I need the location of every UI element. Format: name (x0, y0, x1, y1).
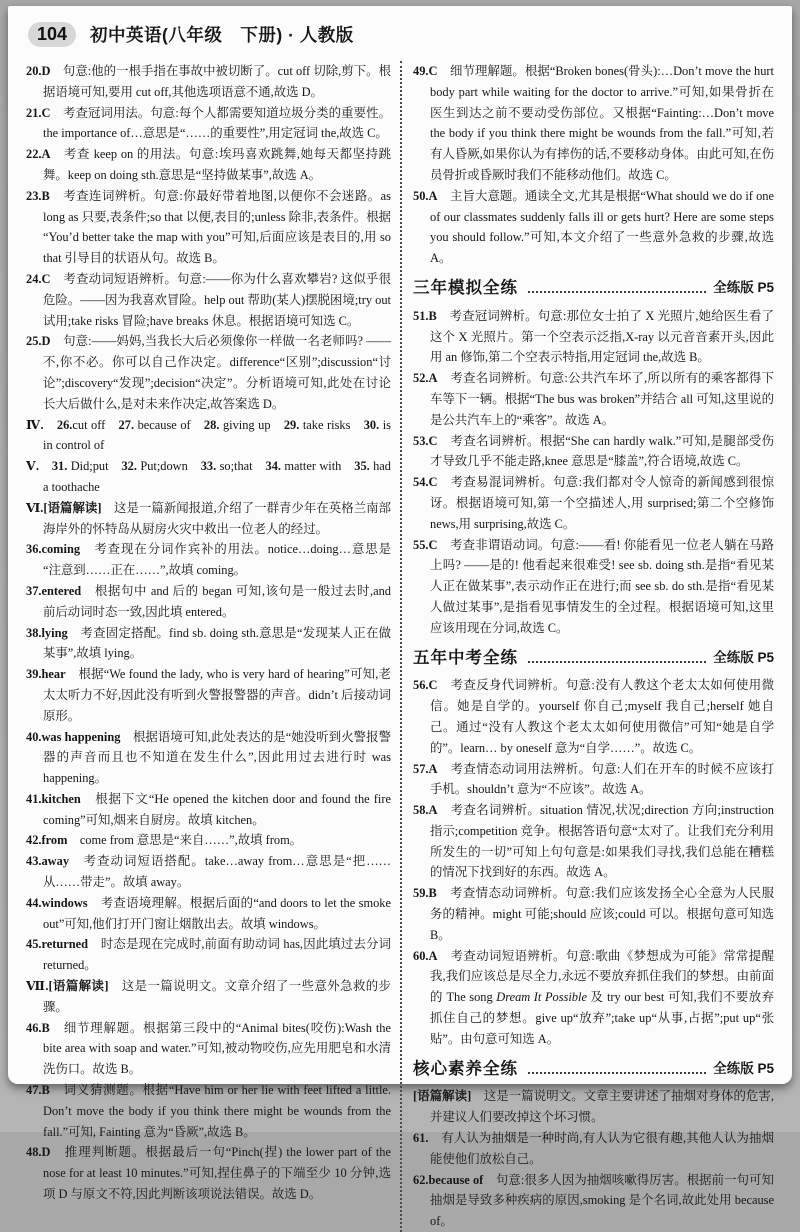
answer-item (413, 61, 774, 186)
answer-item-text: 句意:他的一根手指在事故中被切断了。cut off 切除,剪下。根据语境可知,要用 cut off,其他选项语意不通,故选 D。 (43, 64, 391, 99)
answer-item (26, 581, 391, 623)
answer-item-label: 58.A (413, 803, 438, 818)
answer-item (26, 186, 391, 269)
answer-item (413, 759, 774, 801)
answer-item-label: 24.C (26, 271, 51, 286)
answer-item (26, 498, 391, 540)
answer-item (26, 830, 391, 851)
answer-item (26, 623, 391, 665)
answer-item (26, 331, 391, 414)
two-column-layout (26, 61, 774, 1232)
answer-item (26, 934, 391, 976)
page-number-badge: 104 (28, 22, 76, 47)
textbook-answer-page (8, 6, 792, 1229)
answer-item-label: 43.away (26, 854, 70, 869)
answer-item-label: 48.D (26, 1145, 51, 1160)
answer-item-text: 考查名词辨析。句意:公共汽车坏了,所以所有的乘客都得下车等下一辆。根据“The bus was broken”并结合 all 可知,这里说的是公共汽车上的“乘客”。故选 A。 (430, 371, 774, 427)
answer-item-label: Ⅴ. (26, 459, 39, 474)
answer-item-label: 40.was happening (26, 729, 121, 744)
answer-item (413, 472, 774, 534)
answer-item-text: 这是一篇新闻报道,介绍了一群青少年在英格兰南部海岸外的怀特岛从厨房火灾中救出一位老人的经过。 (43, 500, 391, 536)
answer-item-text: 这是一篇说明文。文章介绍了一些意外急救的步骤。 (43, 979, 392, 1014)
answer-item-label: 44.windows (26, 895, 88, 910)
answer-item (26, 789, 391, 831)
answer-item-label: 38.lying (26, 625, 68, 640)
answer-item-label: 51.B (413, 308, 437, 323)
answer-item-label: 59.B (413, 886, 437, 901)
answer-item (413, 800, 774, 883)
answer-item (26, 976, 391, 1018)
answer-item-label: 46.B (26, 1020, 50, 1035)
section-title: 三年模拟全练 (413, 278, 518, 297)
answer-item (26, 1080, 391, 1142)
answer-item-text: 考查名词辨析。根据“She can hardly walk.”可知,是腿部受伤才导致几乎不能走路,knee 意思是“膝盖”,符合语境,故选 C。 (430, 433, 774, 469)
answer-item (26, 1142, 391, 1204)
section-heading (413, 1059, 774, 1080)
answer-item-text: 考查固定搭配。find sb. doing sth.意思是“发现某人正在做某事”,故填 lying。 (43, 625, 391, 661)
answer-item-text: 考查冠词辨析。句意:那位女士拍了 X 光照片,她给医生看了这个 X 光照片。第一个空表示泛指,X-ray 以元音音素开头,因此用 an 修饰,第二个空表示特指,用定冠词 the,故选 B。 (430, 308, 775, 365)
column-right (400, 61, 774, 1232)
answer-item-label: 22.A (26, 147, 51, 162)
answer-item (26, 727, 391, 789)
answer-item-text: 根据“We found the lady, who is very hard of hearing”可知,老太太听力不好,因此没有听到火警报警器的声音。didn’t 后接动词原形。 (43, 667, 391, 723)
answer-item-text: 考查情态动词用法辨析。句意:人们在开车的时候不应该打手机。shouldn’t 意为“不应该”。故选 A。 (430, 761, 774, 797)
answer-item-text: 句意:——妈妈,当我长大后必须像你一样做一名老师吗? ——不,你不必。你可以自己作决定。difference“区别”;discussion“讨论”;discovery“发现”;decision“决定”。分析语境可知,此处在讨论长大后做什么,是对未来作决定,故答案选 D。 (43, 334, 392, 411)
answer-item (413, 431, 774, 473)
answer-item-text: 根据下文“He opened the kitchen door and found the fire coming”可知,烟来自厨房。故填 kitchen。 (43, 791, 392, 827)
answer-item-text: 考查情态动词辨析。句意:我们应该发扬全心全意为人民服务的精神。might 可能;should 应该;could 可以。根据句意可知选 B。 (430, 886, 775, 942)
answer-item (413, 883, 774, 945)
answer-item (413, 306, 774, 368)
answer-item-label: 47.B (26, 1083, 50, 1098)
section-page-ref: 全练版 P5 (713, 279, 774, 295)
answer-item-label: 56.C (413, 678, 438, 693)
answer-item-text: 考查动词短语辨析。句意:——你为什么喜欢攀岩? 这似乎很危险。——因为我喜欢冒险。help out 帮助(某人)摆脱困境;try out 试用;take risks 冒险;have breaks 休息。根据语境可知选 C。 (43, 271, 392, 328)
answer-item (26, 144, 391, 186)
answer-item (413, 186, 774, 269)
answer-item-text: 根据语境可知,此处表达的是“她没听到火警报警器的声音而且也不知道在发生什么”,因此用过去进行时 was happening。 (43, 729, 391, 786)
answer-item-label: 54.C (413, 475, 438, 490)
section-page-ref: 全练版 P5 (713, 1060, 774, 1076)
page-header (28, 22, 774, 47)
answer-item (413, 535, 774, 639)
answer-item-label: 61. (413, 1131, 429, 1146)
answer-item-label: 55.C (413, 537, 438, 552)
answer-item (26, 664, 391, 726)
answer-item-text: 主旨大意题。通读全文,尤其是根据“What should we do if one of our classmates suddenly falls ill or gets hurt? Here are some steps you should follow.”可知,本文介绍了一些意外急救的步骤,故选 A。 (430, 188, 775, 266)
answer-item-label: 45.returned (26, 937, 89, 952)
answer-item (413, 1170, 774, 1232)
answer-item-label: Ⅵ.[语篇解读] (26, 500, 102, 515)
section-heading (413, 648, 774, 669)
answer-item-text: 考查反身代词辨析。句意:没有人教这个老太太如何使用微信。她是自学的。yourself 你自己;myself 我自己;herself 她自己。通过“没有人教这个老太太如何使用微信”可知“她是自学的”。learn… by oneself 意为“自学……”。故选 C。 (430, 678, 774, 755)
answer-item-label: 53.C (413, 433, 438, 448)
answer-item-label: [语篇解读] (413, 1089, 472, 1104)
dotted-leader (528, 653, 706, 662)
answer-item (26, 851, 391, 893)
answer-item-text: 考查易混词辨析。句意:我们都对令人惊奇的新闻感到很惊讶。根据语境可知,第一个空描述人,用 surprised;第二个空修饰 news,用 surprising,故选 C。 (430, 475, 774, 531)
answer-item (413, 1128, 774, 1170)
answer-item-text: 考查动词短语辨析。句意:歌曲《梦想成为可能》常常提醒我,我们应该总是尽全力,永远不要放弃抓住我们的梦想。由前面的 The song Dream It Possible 及 try our best 可知,我们不要放弃抓住自己的梦想。give up“放弃”;take up“从事,占据”;put up“张贴”。由句意可知选 A。 (430, 948, 774, 1046)
answer-item-label: 36.coming (26, 542, 81, 557)
answer-item (26, 269, 391, 331)
answer-item-text: come from 意思是“来自……”,故填 from。 (79, 833, 303, 848)
dotted-leader (528, 1064, 706, 1073)
answer-item-text: 31. Did;put 32. Put;down 33. so;that 34. matter with 35. had a toothache (43, 459, 392, 494)
answer-item-text: 26.cut off 27. because of 28. giving up 29. take risks 30. is in control of (43, 417, 391, 453)
answer-item-text: 细节理解题。根据“Broken bones(骨头):…Don’t move the hurt body part while waiting for the doctor to arrive.”可知,如果骨折在医生到达之前不要动受伤部位。又根据“Fainting:…Don’t move the body if you think there might be wounds from the fall.”可知,若有人昏厥,如果你认为有摔伤的话,不要移动身体。由此可知,在伤员骨折或昏厥时我们不能移动他们。故选 C。 (430, 64, 774, 182)
section-title: 核心素养全练 (413, 1059, 518, 1078)
answer-item-label: 23.B (26, 188, 50, 203)
answer-item-text: 时态是现在完成时,前面有助动词 has,因此填过去分词 returned。 (43, 937, 392, 973)
answer-item-text: 考查连词辨析。句意:你最好带着地图,以便你不会迷路。as long as 只要,表条件;so that 以便,表目的;unless 除非,表条件。根据“You’d better take the map with you”可知,后面应该是表目的,用 so that 引导目的状语从句。故选 B。 (43, 188, 391, 266)
section-title: 五年中考全练 (413, 648, 518, 667)
answer-item-label: 50.A (413, 188, 438, 203)
answer-item-text: 考查语境理解。根据后面的“and doors to let the smoke out”可知,他们打开门窗让烟散出去。故填 windows。 (43, 895, 392, 931)
answer-item-label: 39.hear (26, 667, 66, 682)
answer-item-text: 词义猜测题。根据“Have him or her lie with feet lifted a little. Don’t move the body if you think there might be wounds from the fall.”可知, Fainting 意为“昏厥”,故选 B。 (43, 1083, 391, 1139)
answer-item (26, 103, 391, 145)
section-page-ref: 全练版 P5 (713, 649, 774, 665)
answer-item-text: 考查 keep on 的用法。句意:埃玛喜欢跳舞,她每天都坚持跳舞。keep on doing sth.意思是“坚持做某事”,故选 A。 (43, 147, 391, 182)
answer-item (26, 61, 391, 103)
answer-item (413, 1086, 774, 1128)
answer-item-label: 41.kitchen (26, 791, 81, 806)
answer-item-label: Ⅶ.[语篇解读] (26, 979, 109, 994)
answer-item-label: 57.A (413, 761, 438, 776)
answer-item-text: 考查冠词用法。句意:每个人都需要知道垃圾分类的重要性。the importance of…意思是“……的重要性”,用定冠词 the,故选 C。 (43, 105, 391, 141)
answer-item (413, 675, 774, 758)
answer-item (26, 893, 391, 935)
answer-item (26, 1018, 391, 1080)
section-heading (413, 278, 774, 299)
answer-item-label: Ⅳ. (26, 417, 44, 432)
answer-item (26, 456, 391, 498)
answer-item-text: 句意:很多人因为抽烟咳嗽得厉害。根据前一句可知抽烟是导致多种疾病的原因,smoking 是个名词,故此处用 because of。 (430, 1172, 774, 1229)
column-left (26, 61, 400, 1232)
answer-item-label: 42.from (26, 833, 68, 848)
answer-item-text: 根据句中 and 后的 began 可知,该句是一般过去时,and 前后动词时态一致,因此填 entered。 (43, 583, 392, 619)
answer-item (26, 415, 391, 457)
answer-item (26, 539, 391, 581)
answer-item-text: 有人认为抽烟是一种时尚,有人认为它很有趣,其他人认为抽烟能使他们放松自己。 (430, 1131, 774, 1166)
answer-item (413, 368, 774, 430)
answer-item-label: 52.A (413, 371, 438, 386)
answer-item-text: 考查非谓语动词。句意:——看! 你能看见一位老人躺在马路上吗? ——是的! 他看起来很难受! see sb. doing sth.是指“看见某人正在做某事”,表示动作正在进行;而 see sb. do sth.是指“看见某人做过某事”,是指看见事情发生的全过程。根据语境可知,这里应该用现在分词,故选 C。 (430, 537, 775, 635)
answer-item-label: 21.C (26, 105, 51, 120)
dotted-leader (528, 284, 706, 293)
answer-item-label: 37.entered (26, 583, 82, 598)
answer-item-text: 细节理解题。根据第三段中的“Animal bites(咬伤):Wash the bite area with soap and water.”可知,被动物咬伤,应先用肥皂和水清洗伤口。故选 B。 (43, 1020, 391, 1077)
answer-item-text: 考查名词辨析。situation 情况,状况;direction 方向;instruction 指示;competition 竞争。根据答语句意“太对了。让我们充分利用所发生的一切”可知上句句意是:如果我们寻找,我们总能在糟糕的情况下找到好的东西。故选 A。 (430, 803, 775, 880)
answer-item-text: 考查现在分词作宾补的用法。notice…doing…意思是“注意到……正在……”,故填 coming。 (43, 542, 392, 578)
answer-item (413, 946, 774, 1050)
answer-item-label: 62.because of (413, 1172, 484, 1187)
answer-item-text: 这是一篇说明文。文章主要讲述了抽烟对身体的危害,并建议人们要改掉这个坏习惯。 (430, 1089, 774, 1125)
page-title: 初中英语(八年级 下册) · 人教版 (90, 25, 354, 45)
answer-item-label: 60.A (413, 948, 438, 963)
answer-item-label: 25.D (26, 334, 51, 349)
answer-item-text: 考查动词短语搭配。take…away from…意思是“把……从……带走”。故填 away。 (43, 854, 392, 890)
answer-item-text: 推理判断题。根据最后一句“Pinch(捏) the lower part of the nose for at least 10 minutes.”可知,捏住鼻子的下端至少 10 分钟,选项 D 与原文不符,因此判断该项说法错误。故选 D。 (43, 1145, 391, 1202)
answer-item-label: 49.C (413, 64, 438, 78)
answer-item-label: 20.D (26, 64, 51, 78)
